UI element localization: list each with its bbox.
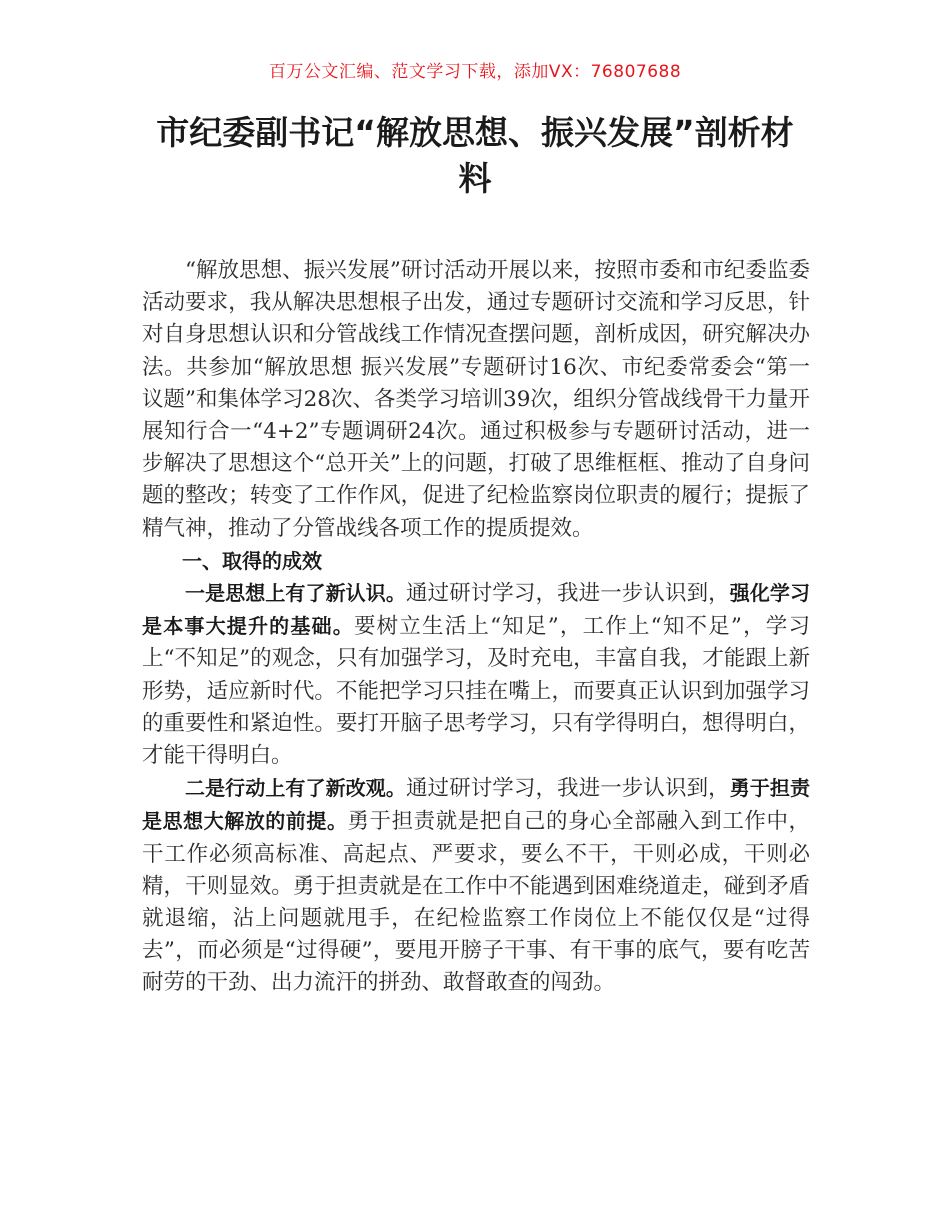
point-2-text-a: 通过研讨学习，我进一步认识到， [405,776,730,802]
point-2-emphasis: 勇于担责是思想大解放的前提。 [142,776,811,834]
point-2-text-b: 勇于担责就是把自己的身心全部融入到工作中，干工作必须高标准、高起点、严要求，要么不干，干则必成，干则必精，干则显效。勇于担责就是在工作中不能遇到困难绕道走，碰到矛盾就退缩，沾上问题就甩手，在纪检监察工作岗位上不能仅仅是“过得去”，而必须是“过得硬”，要甩开膀子干事、有干事的底气，要有吃苦耐劳的干劲、出力流汗的拼劲、敢督敢查的闯劲。 [142,809,810,996]
section-heading-achievements: 一、取得的成效 [182,548,322,573]
point-1-text-b: 要树立生活上“知足”，工作上“知不足”，学习上“不知足”的观念，只有加强学习，及时充电，丰富自我，才能跟上新形势，适应新时代。不能把学习只挂在嘴上，而要真正认识到加强学习的重要性和紧迫性。要打开脑子思考学习，只有学得明白，想得明白，才能干得明白。 [142,614,811,769]
intro-paragraph: “解放思想、振兴发展”研讨活动开展以来，按照市委和市纪委监委活动要求，我从解决思想根子出发，通过专题研讨交流和学习反思，针对自身思想认识和分管战线工作情况查摆问题，剖析成因，研究解决办法。共参加“解放思想 振兴发展”专题研讨16次、市纪委常委会“第一议题”和集体学习28次、各类学习培训39次，组织分管战线骨干力量开展知行合一“4+2”专题调研24次。通过积极参与专题研讨活动，进一步解决了思想这个“总开关”上的问题，打破了思维框框、推动了自身问题的整改；转变了工作作风，促进了纪检监察岗位职责的履行；提振了精气神，推动了分管战线各项工作的提质提效。 [142,258,810,541]
point-paragraph-1 [142,577,810,772]
point-1-text-a: 通过研讨学习，我进一步认识到， [405,581,730,607]
point-paragraph-2 [142,772,810,999]
point-2-lead: 二是行动上有了新改观。 [185,776,406,801]
point-1-lead: 一是思想上有了新认识。 [185,581,406,606]
document-body [142,255,810,1000]
promo-banner: 百万公文汇编、范文学习下载，添加VX：76807688 [268,62,682,82]
document-title: 市纪委副书记“解放思想、振兴发展”剖析材料 [156,113,794,198]
point-1-emphasis: 强化学习是本事大提升的基础。 [142,581,811,639]
